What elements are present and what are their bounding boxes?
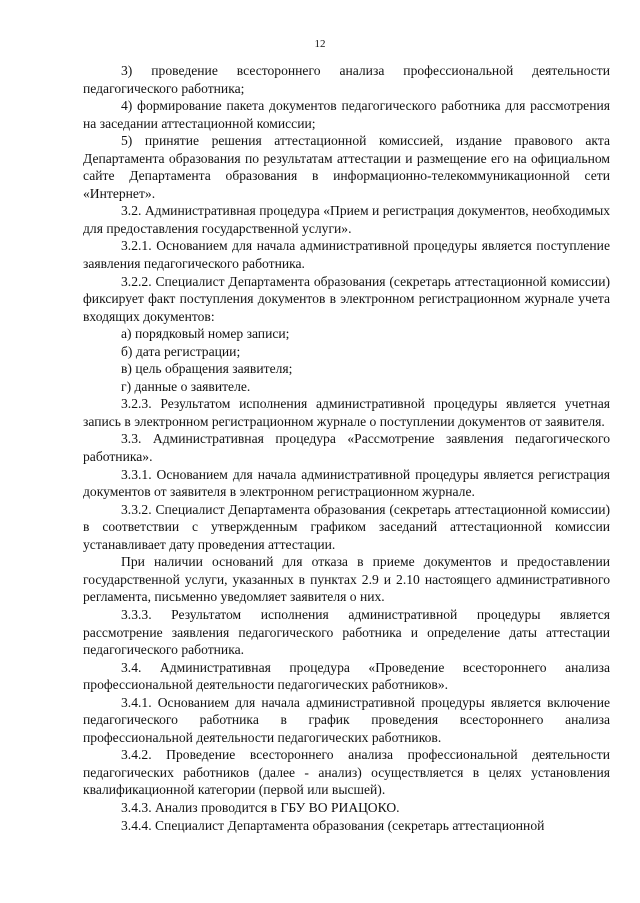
- paragraph-item-5: 5) принятие решения аттестационной комиссией, издание правового акта Департамента образования по результатам аттестации и размещение его на официальном сайте Департамента образования в информационно-телекоммуникационной сети «Интернет».: [83, 133, 610, 201]
- paragraph-item-4: 4) формирование пакета документов педагогического работника для рассмотрения на заседании аттестационной комиссии;: [83, 98, 610, 131]
- paragraph-3-4: 3.4. Административная процедура «Проведение всестороннего анализа профессиональной деятельности педагогических работников».: [83, 659, 610, 693]
- paragraph-3-2-2: 3.2.2. Специалист Департамента образования (секретарь аттестационной комиссии) фиксирует факт поступления документов в электронном регистрационном журнале учета входящих документов:: [83, 273, 610, 324]
- paragraph-refusal-grounds: При наличии оснований для отказа в приеме документов и предоставлении государственной услуги, указанных в пунктах 2.9 и 2.10 настоящего административного регламента, письменно уведомляет заявителя о них.: [83, 554, 610, 605]
- paragraph-3-3: 3.3. Административная процедура «Рассмотрение заявления педагогического работника».: [83, 431, 610, 465]
- paragraph-3-3-1: 3.3.1. Основанием для начала административной процедуры является регистрация документов от заявителя в электронном регистрационном журнале.: [83, 466, 610, 500]
- paragraph-3-3-2: 3.3.2. Специалист Департамента образования (секретарь аттестационной комиссии) в соответствии с утвержденным графиком заседаний аттестационной комиссии устанавливает дату проведения аттестации.: [83, 501, 610, 552]
- paragraph-item-3: 3) проведение всестороннего анализа профессиональной деятельности педагогического работника;: [83, 63, 610, 96]
- paragraph-3-4-1: 3.4.1. Основанием для начала административной процедуры является включение педагогического работника в график проведения всестороннего анализа профессиональной деятельности педагогических работников.: [83, 694, 610, 745]
- list-item-b: б) дата регистрации;: [121, 343, 241, 359]
- list-item-v: в) цель обращения заявителя;: [121, 361, 293, 377]
- paragraph-3-3-3: 3.3.3. Результатом исполнения административной процедуры является рассмотрение заявления педагогического работника и определение даты аттестации педагогического работника.: [83, 606, 610, 658]
- list-item-a: а) порядковый номер записи;: [121, 326, 290, 342]
- paragraph-3-2: 3.2. Административная процедура «Прием и регистрация документов, необходимых для предоставления государственной услуги».: [83, 203, 610, 236]
- paragraph-3-4-4: 3.4.4. Специалист Департамента образования (секретарь аттестационной: [121, 817, 545, 833]
- paragraph-3-2-1: 3.2.1. Основанием для начала административной процедуры является поступление заявления педагогического работника.: [83, 238, 610, 272]
- paragraph-3-4-2: 3.4.2. Проведение всестороннего анализа профессиональной деятельности педагогических работников (далее - анализ) осуществляется в целях установления квалификационной категории (первой или высшей).: [83, 747, 610, 798]
- paragraph-3-2-3: 3.2.3. Результатом исполнения административной процедуры является учетная запись в электронном регистрационном журнале о поступлении документов от заявителя.: [83, 396, 610, 429]
- list-item-g: г) данные о заявителе.: [121, 378, 251, 394]
- page-number: 12: [314, 38, 326, 50]
- paragraph-3-4-3: 3.4.3. Анализ проводится в ГБУ ВО РИАЦОКО.: [121, 799, 400, 815]
- document-body: [83, 62, 610, 834]
